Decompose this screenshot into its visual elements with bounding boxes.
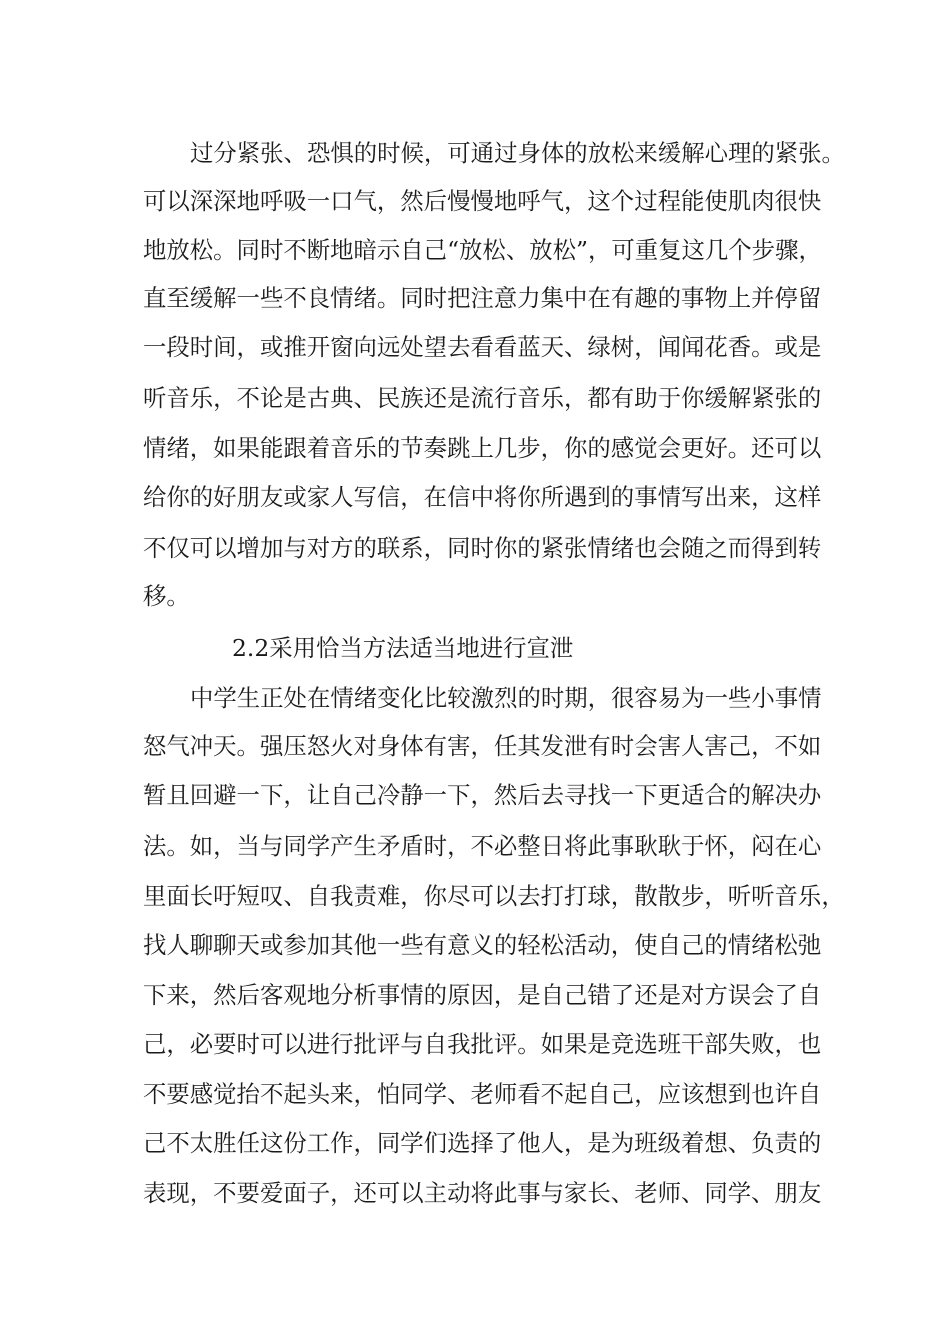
paragraph-2-line: 暂且回避一下，让自己冷静一下，然后去寻找一下更适合的解决办 bbox=[143, 781, 822, 809]
paragraph-2-line: 里面长吁短叹、自我责难，你尽可以去打打球，散散步，听听音乐， bbox=[143, 882, 845, 910]
paragraph-2-line: 找人聊聊天或参加其他一些有意义的轻松活动，使自己的情绪松弛 bbox=[143, 931, 822, 959]
paragraph-1-line: 直至缓解一些不良情绪。同时把注意力集中在有趣的事物上并停留 bbox=[143, 284, 822, 312]
paragraph-1-line: 不仅可以增加与对方的联系，同时你的紧张情绪也会随之而得到转 bbox=[143, 534, 822, 562]
section-heading: 2.2采用恰当方法适当地进行宣泄 bbox=[232, 634, 574, 662]
paragraph-1-line: 地放松。同时不断地暗示自己“放松、放松”，可重复这几个步骤， bbox=[143, 236, 822, 264]
paragraph-1-line: 听音乐，不论是古典、民族还是流行音乐，都有助于你缓解紧张的 bbox=[143, 384, 822, 412]
paragraph-2-line: 己，必要时可以进行批评与自我批评。如果是竞选班干部失败，也 bbox=[143, 1030, 822, 1058]
paragraph-1-line: 过分紧张、恐惧的时候，可通过身体的放松来缓解心理的紧张。 bbox=[190, 139, 845, 167]
paragraph-2-line: 己不太胜任这份工作，同学们选择了他人，是为班级着想、负责的 bbox=[143, 1129, 822, 1157]
paragraph-2-line: 法。如，当与同学产生矛盾时，不必整日将此事耿耿于怀，闷在心 bbox=[143, 832, 822, 860]
paragraph-1-line: 一段时间，或推开窗向远处望去看看蓝天、绿树，闻闻花香。或是 bbox=[143, 333, 822, 361]
paragraph-1-line: 移。 bbox=[143, 582, 190, 610]
paragraph-2-line: 下来，然后客观地分析事情的原因，是自己错了还是对方误会了自 bbox=[143, 981, 822, 1009]
paragraph-2-line: 中学生正处在情绪变化比较激烈的时期，很容易为一些小事情 bbox=[190, 684, 822, 712]
paragraph-1-line: 可以深深地呼吸一口气，然后慢慢地呼气，这个过程能使肌肉很快 bbox=[143, 187, 822, 215]
paragraph-2-line: 表现，不要爱面子，还可以主动将此事与家长、老师、同学、朋友 bbox=[143, 1179, 822, 1207]
paragraph-2-line: 不要感觉抬不起头来，怕同学、老师看不起自己，应该想到也许自 bbox=[143, 1080, 822, 1108]
paragraph-1-line: 情绪，如果能跟着音乐的节奏跳上几步，你的感觉会更好。还可以 bbox=[143, 434, 822, 462]
paragraph-1-line: 给你的好朋友或家人写信，在信中将你所遇到的事情写出来，这样 bbox=[143, 483, 822, 511]
paragraph-2-line: 怒气冲天。强压怒火对身体有害，任其发泄有时会害人害己，不如 bbox=[143, 732, 822, 760]
